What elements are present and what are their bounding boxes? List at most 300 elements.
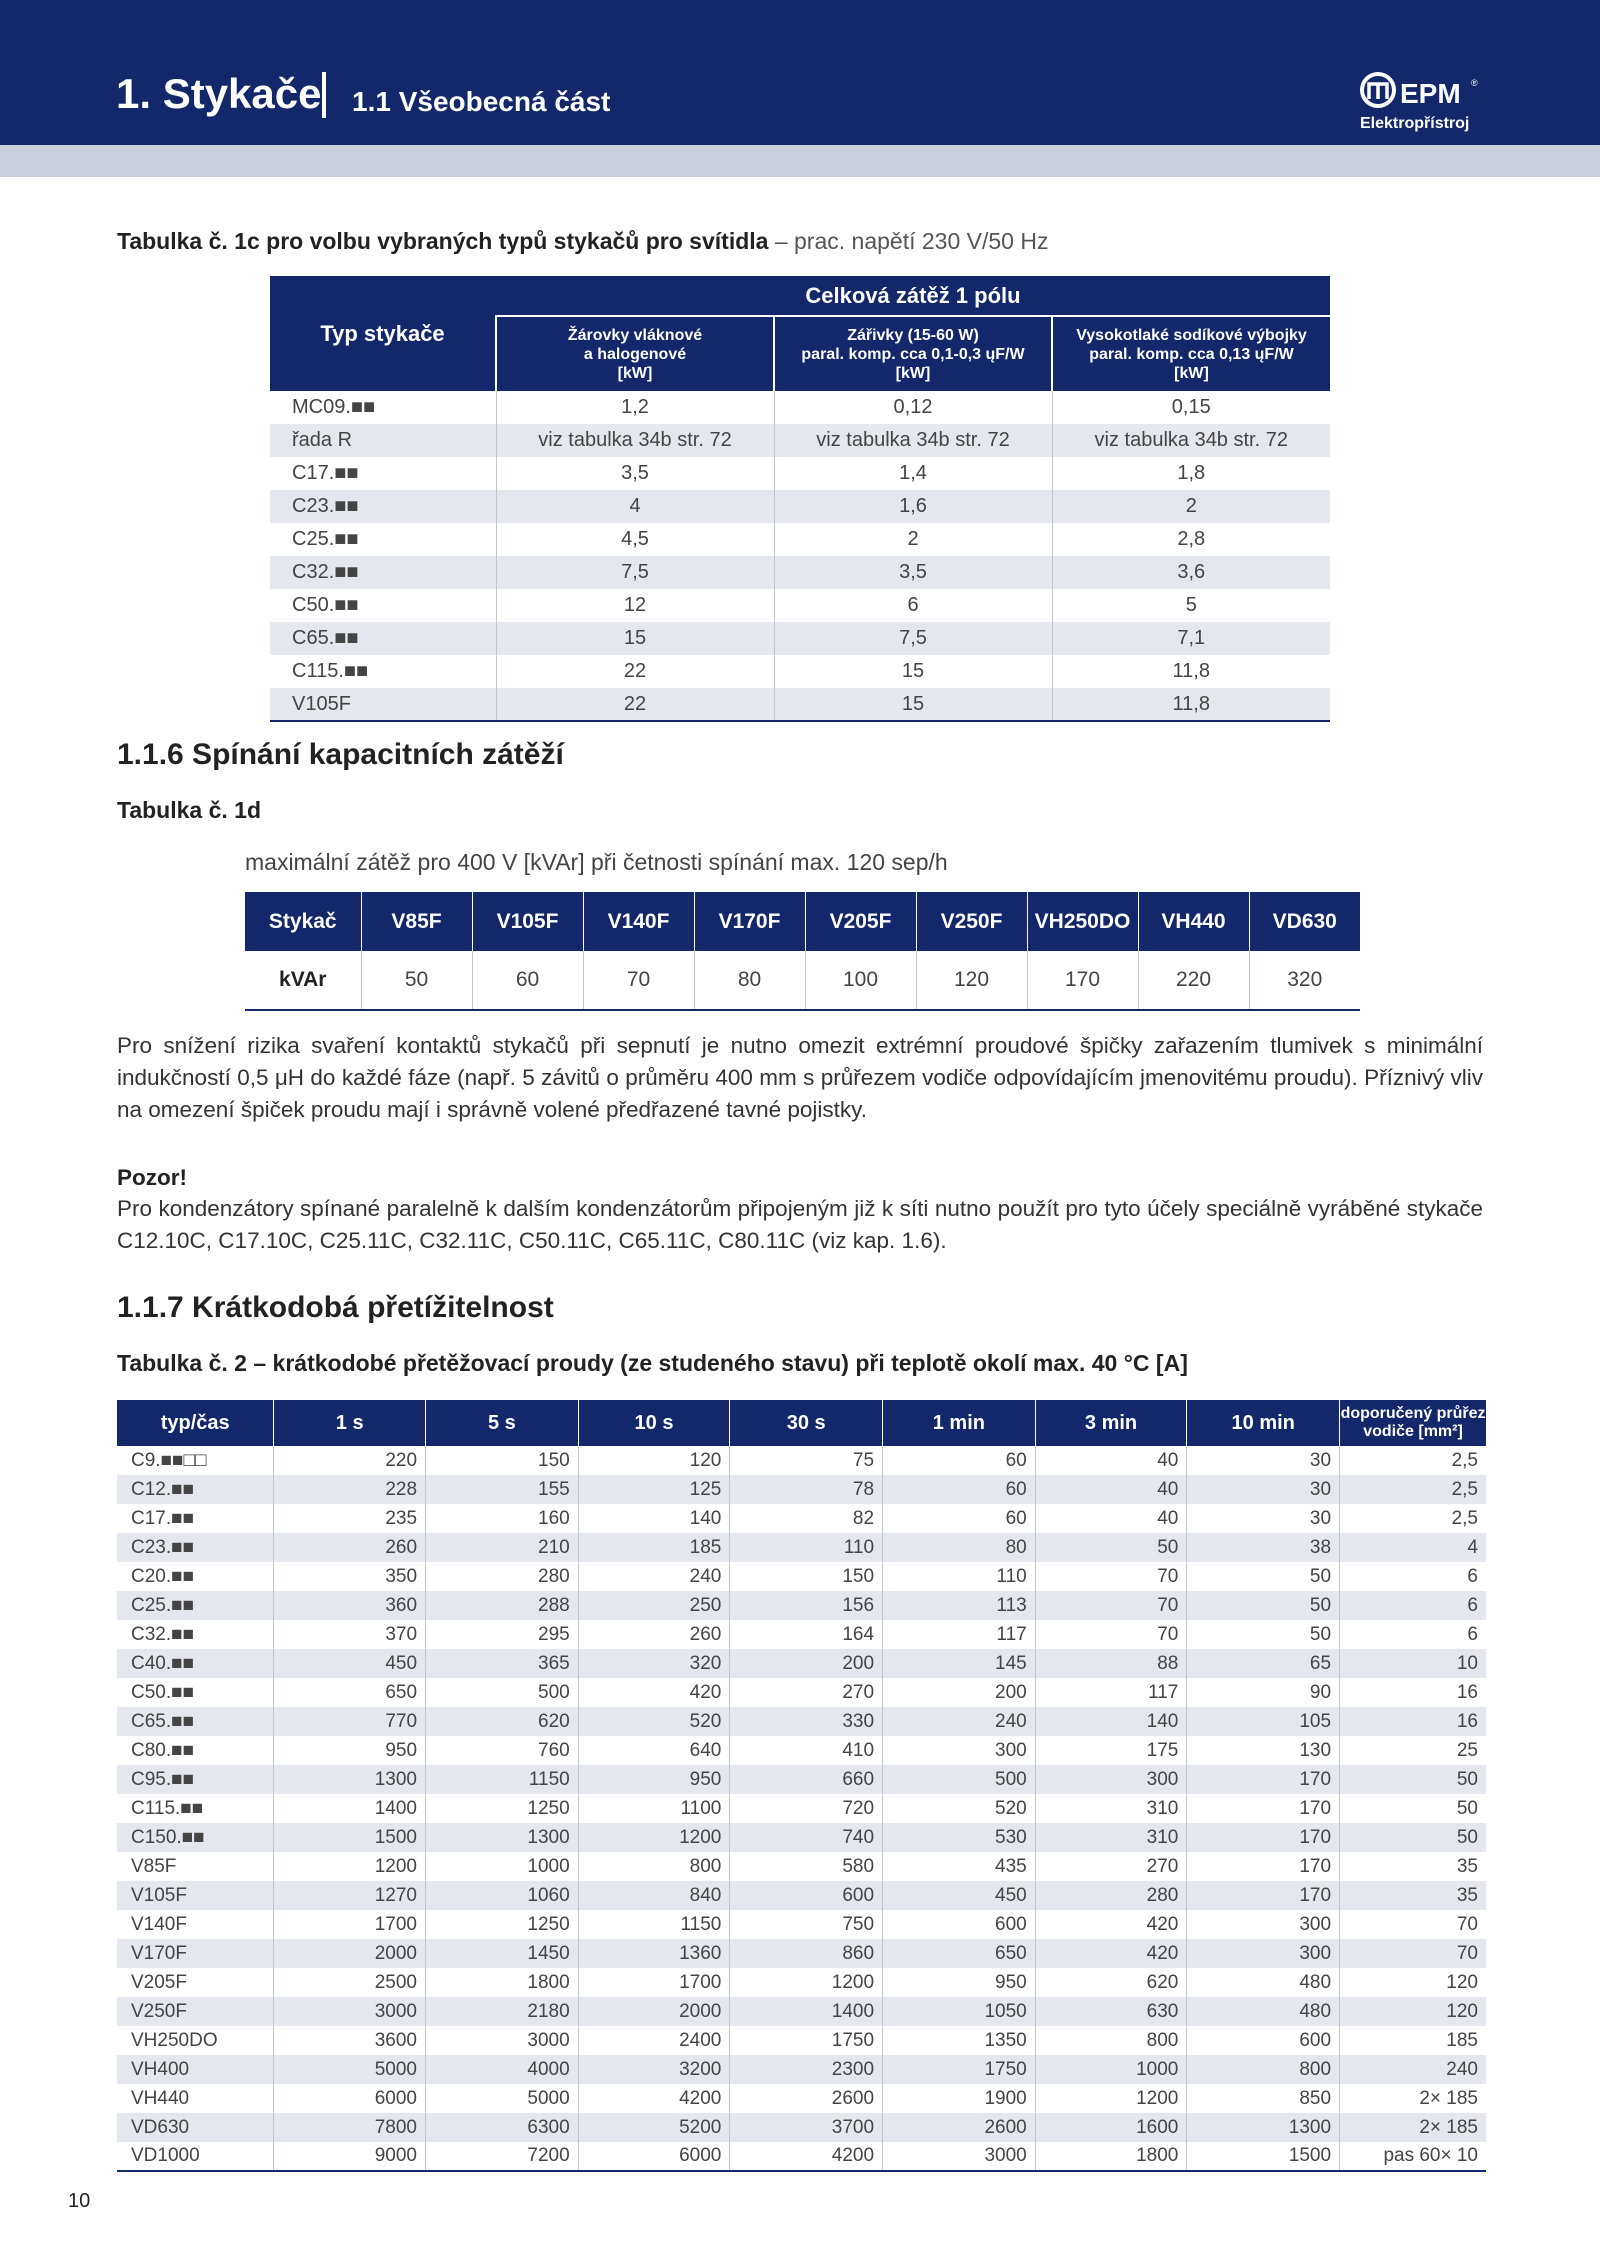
table-cell: C32.■■ [270, 556, 496, 589]
table-cell: 520 [883, 1794, 1036, 1823]
table-cell: 70 [1035, 1562, 1187, 1591]
table-cell: C17.■■ [117, 1504, 274, 1533]
table-cell: 600 [883, 1910, 1036, 1939]
table-cell: 630 [1035, 1997, 1187, 2026]
warning-title: Pozor! [117, 1165, 187, 1190]
table-cell: 200 [730, 1649, 883, 1678]
table-cell: 1050 [883, 1997, 1036, 2026]
col-header-line: paral. komp. cca 0,1-0,3 ųF/W [801, 345, 1025, 363]
table-cell: 50 [1187, 1620, 1340, 1649]
table-cell: 310 [1035, 1794, 1187, 1823]
table-1d-note: maximální zátěž pro 400 V [kVAr] při četnosti spínání max. 120 sep/h [245, 849, 948, 875]
col-header: V205F [805, 892, 916, 951]
table-cell: 1350 [883, 2026, 1036, 2055]
col-header-line: [kW] [895, 364, 931, 382]
table-cell: 6 [774, 589, 1052, 622]
page-number: 10 [68, 2190, 91, 2212]
table-cell: 70 [1035, 1620, 1187, 1649]
table-cell: 0,12 [774, 391, 1052, 424]
table-cell: 410 [730, 1736, 883, 1765]
table-cell: 750 [730, 1910, 883, 1939]
table-cell: 120 [1340, 1997, 1486, 2026]
table-cell: 113 [883, 1591, 1036, 1620]
table-cell: 1300 [274, 1765, 426, 1794]
table-cell: 800 [1035, 2026, 1187, 2055]
table-cell: 450 [883, 1881, 1036, 1910]
table-cell: 1000 [426, 1852, 579, 1881]
table-cell: 365 [426, 1649, 579, 1678]
table-cell: 650 [883, 1939, 1036, 1968]
group-header-load: Celková zátěž 1 pólu [496, 276, 1330, 316]
table-cell: 950 [883, 1968, 1036, 1997]
table-cell: 600 [730, 1881, 883, 1910]
table-cell: C23.■■ [270, 490, 496, 523]
table-cell: 12 [496, 589, 774, 622]
table-cell: 1800 [1035, 2142, 1187, 2171]
table-cell: C40.■■ [117, 1649, 274, 1678]
table-row [117, 1620, 1486, 1649]
col-header-line: [kW] [617, 364, 653, 382]
table-cell: C115.■■ [117, 1794, 274, 1823]
table-cell: 4000 [426, 2055, 579, 2084]
table-cell: 3600 [274, 2026, 426, 2055]
table-cell: 60 [883, 1475, 1036, 1504]
table-cell: 140 [578, 1504, 730, 1533]
table-cell: 300 [1035, 1765, 1187, 1794]
table-cell: 4,5 [496, 523, 774, 556]
svg-text:®: ® [1471, 78, 1478, 88]
table-cell: 22 [496, 655, 774, 688]
col-header-type: Typ stykače [270, 276, 496, 391]
col-header: 3 min [1035, 1400, 1187, 1446]
table-cell: 7200 [426, 2142, 579, 2171]
table-cell: 156 [730, 1591, 883, 1620]
table-cell: 1450 [426, 1939, 579, 1968]
table-cell: 3000 [274, 1997, 426, 2026]
table-row [270, 622, 1330, 655]
table-cell: 150 [426, 1446, 579, 1475]
table-cell: 1500 [274, 1823, 426, 1852]
table-cell: 840 [578, 1881, 730, 1910]
table-cell: C115.■■ [270, 655, 496, 688]
table-cell: C20.■■ [117, 1562, 274, 1591]
table-cell: 3700 [730, 2113, 883, 2142]
table-cell: VH400 [117, 2055, 274, 2084]
table-row [117, 2026, 1486, 2055]
table-row [117, 1852, 1486, 1881]
table-cell: 2,5 [1340, 1446, 1486, 1475]
table-cell: 2000 [578, 1997, 730, 2026]
col-header: 30 s [730, 1400, 883, 1446]
table-cell: 620 [1035, 1968, 1187, 1997]
table-cell: 140 [1035, 1707, 1187, 1736]
table-cell: 480 [1187, 1997, 1340, 2026]
table-cell: 1750 [883, 2055, 1036, 2084]
table-cell: 4 [1340, 1533, 1486, 1562]
table-cell: 760 [426, 1736, 579, 1765]
table-cell: 3000 [883, 2142, 1036, 2171]
col-header: VH440 [1138, 892, 1249, 951]
col-header: doporučený průřez vodiče [mm²] [1340, 1400, 1486, 1446]
table-row [270, 655, 1330, 688]
col-header: 1 s [274, 1400, 426, 1446]
table-cell: 580 [730, 1852, 883, 1881]
logo-brand-text: EPM [1400, 78, 1461, 109]
table-row [270, 688, 1330, 721]
table-cell: 1900 [883, 2084, 1036, 2113]
table-cell: 860 [730, 1939, 883, 1968]
table-cell: 420 [578, 1678, 730, 1707]
table-cell: 1,6 [774, 490, 1052, 523]
table-cell: 5000 [274, 2055, 426, 2084]
table-cell: 1250 [426, 1910, 579, 1939]
section-116-heading: 1.1.6 Spínání kapacitních zátěží [117, 738, 564, 771]
col-header: 1 min [883, 1400, 1036, 1446]
col-header: 10 s [578, 1400, 730, 1446]
table-cell: 0,15 [1052, 391, 1330, 424]
table-row [117, 1736, 1486, 1765]
table-cell: 5 [1052, 589, 1330, 622]
table-cell: 350 [274, 1562, 426, 1591]
table-cell: 4200 [730, 2142, 883, 2171]
table-cell: 40 [1035, 1446, 1187, 1475]
table-2 [117, 1400, 1486, 2172]
col-header-sub [1052, 316, 1330, 391]
table-row [117, 1562, 1486, 1591]
table-cell: VH440 [117, 2084, 274, 2113]
table-cell: 7,5 [774, 622, 1052, 655]
table-cell: 300 [883, 1736, 1036, 1765]
table-cell: 330 [730, 1707, 883, 1736]
table-cell: pas 60× 10 [1340, 2142, 1486, 2171]
table-cell: 270 [1035, 1852, 1187, 1881]
table-cell: 500 [426, 1678, 579, 1707]
table-cell: C25.■■ [117, 1591, 274, 1620]
table-cell: 185 [1340, 2026, 1486, 2055]
table-cell: 2 [1052, 490, 1330, 523]
table-cell: 270 [730, 1678, 883, 1707]
table-cell: 50 [1035, 1533, 1187, 1562]
table-cell: C17.■■ [270, 457, 496, 490]
table-cell: 3,5 [774, 556, 1052, 589]
table-cell: 90 [1187, 1678, 1340, 1707]
table-row [270, 457, 1330, 490]
table-cell: 1270 [274, 1881, 426, 1910]
table-row [117, 1591, 1486, 1620]
table-row [270, 424, 1330, 457]
table-row [117, 1910, 1486, 1939]
table-cell: 105 [1187, 1707, 1340, 1736]
table-cell: 15 [774, 655, 1052, 688]
table-row [270, 556, 1330, 589]
table-cell: 850 [1187, 2084, 1340, 2113]
table-cell: 22 [496, 688, 774, 721]
table-cell: viz tabulka 34b str. 72 [774, 424, 1052, 457]
table-cell: 1060 [426, 1881, 579, 1910]
table-cell: 1,8 [1052, 457, 1330, 490]
table-cell: 300 [1187, 1939, 1340, 1968]
table-cell: 1400 [274, 1794, 426, 1823]
table-cell: 1200 [730, 1968, 883, 1997]
table-cell: 145 [883, 1649, 1036, 1678]
table-cell: 650 [274, 1678, 426, 1707]
table-cell: 170 [1027, 951, 1138, 1010]
col-header: V170F [694, 892, 805, 951]
table-cell: 110 [730, 1533, 883, 1562]
table-cell: 4 [496, 490, 774, 523]
table-cell: C50.■■ [270, 589, 496, 622]
table-cell: 320 [578, 1649, 730, 1678]
table-cell: 3200 [578, 2055, 730, 2084]
table-cell: 170 [1187, 1852, 1340, 1881]
table-cell: 1300 [1187, 2113, 1340, 2142]
table-cell: 950 [578, 1765, 730, 1794]
table-cell: 170 [1187, 1765, 1340, 1794]
table-cell: 50 [1187, 1562, 1340, 1591]
table-cell: 1150 [578, 1910, 730, 1939]
table-cell: 117 [1035, 1678, 1187, 1707]
table-cell: C150.■■ [117, 1823, 274, 1852]
table-cell: 210 [426, 1533, 579, 1562]
table-cell: 3,5 [496, 457, 774, 490]
table-cell: 120 [916, 951, 1027, 1010]
chapter-subtitle: 1.1 Všeobecná část [352, 86, 611, 117]
table-cell: C12.■■ [117, 1475, 274, 1504]
table-cell: 2,8 [1052, 523, 1330, 556]
table-cell: 82 [730, 1504, 883, 1533]
table-cell: 450 [274, 1649, 426, 1678]
table-cell: 720 [730, 1794, 883, 1823]
table-cell: 7,5 [496, 556, 774, 589]
table-cell: 1200 [274, 1852, 426, 1881]
table-cell: V250F [117, 1997, 274, 2026]
table-cell: 2180 [426, 1997, 579, 2026]
table-cell: 120 [578, 1446, 730, 1475]
table-row [270, 490, 1330, 523]
table-cell: VH250DO [117, 2026, 274, 2055]
table-cell: 175 [1035, 1736, 1187, 1765]
col-header: 5 s [426, 1400, 579, 1446]
table-cell: 155 [426, 1475, 579, 1504]
table-cell: 1150 [426, 1765, 579, 1794]
table-cell: 25 [1340, 1736, 1486, 1765]
table-cell: 185 [578, 1533, 730, 1562]
table-row [117, 1475, 1486, 1504]
table-cell: 88 [1035, 1649, 1187, 1678]
table-cell: C25.■■ [270, 523, 496, 556]
table-1c [270, 276, 1330, 722]
table-cell: 10 [1340, 1649, 1486, 1678]
table-1c-caption: Tabulka č. 1c pro volbu vybraných typů stykačů pro svítidla – prac. napětí 230 V/50 Hz [117, 228, 1049, 254]
table-row [117, 1881, 1486, 1910]
logo-subtext: Elektropřístroj [1360, 115, 1470, 132]
table-row [117, 1765, 1486, 1794]
table-cell: VD1000 [117, 2142, 274, 2171]
table-cell: 70 [1340, 1910, 1486, 1939]
table-cell: 80 [694, 951, 805, 1010]
table-cell: 500 [883, 1765, 1036, 1794]
table-cell: V105F [270, 688, 496, 721]
table-cell: 40 [1035, 1475, 1187, 1504]
col-header-line: Vysokotlaké sodíkové výbojky [1076, 326, 1307, 344]
table-cell: 740 [730, 1823, 883, 1852]
table-cell: 16 [1340, 1678, 1486, 1707]
col-header-line: Zářivky (15-60 W) [847, 326, 979, 344]
table-cell: 6000 [274, 2084, 426, 2113]
table-cell: C23.■■ [117, 1533, 274, 1562]
table-cell: 2600 [883, 2113, 1036, 2142]
table-cell: 1000 [1035, 2055, 1187, 2084]
table-cell: 1800 [426, 1968, 579, 1997]
table-cell: 800 [1187, 2055, 1340, 2084]
table-cell: 110 [883, 1562, 1036, 1591]
table-row [117, 1968, 1486, 1997]
table-row [117, 2055, 1486, 2084]
table-row [117, 1939, 1486, 1968]
table-cell: 125 [578, 1475, 730, 1504]
table-cell: 130 [1187, 1736, 1340, 1765]
table-cell: 150 [730, 1562, 883, 1591]
table-cell: 100 [805, 951, 916, 1010]
table-cell: 1700 [578, 1968, 730, 1997]
table-row [117, 1794, 1486, 1823]
table-cell: 2,5 [1340, 1475, 1486, 1504]
table-cell: 60 [883, 1504, 1036, 1533]
table-cell: 435 [883, 1852, 1036, 1881]
table-cell: 220 [1138, 951, 1249, 1010]
table-cell: 11,8 [1052, 688, 1330, 721]
table-cell: C9.■■□□ [117, 1446, 274, 1475]
col-header-line: [kW] [1174, 364, 1209, 382]
table-cell: 250 [578, 1591, 730, 1620]
table-cell: 220 [274, 1446, 426, 1475]
table-cell: V170F [117, 1939, 274, 1968]
table-cell: 228 [274, 1475, 426, 1504]
table-cell: 1500 [1187, 2142, 1340, 2171]
table-cell: 1360 [578, 1939, 730, 1968]
table-cell: 260 [578, 1620, 730, 1649]
table-row [117, 1446, 1486, 1475]
col-header: V250F [916, 892, 1027, 951]
table-cell: viz tabulka 34b str. 72 [496, 424, 774, 457]
table-cell: 1100 [578, 1794, 730, 1823]
table-cell: V85F [117, 1852, 274, 1881]
table-cell: 164 [730, 1620, 883, 1649]
table-cell: 1,2 [496, 391, 774, 424]
table-cell: 2× 185 [1340, 2113, 1486, 2142]
table-cell: 2× 185 [1340, 2084, 1486, 2113]
table-cell: 1200 [1035, 2084, 1187, 2113]
chapter-title: 1. Stykače [116, 70, 322, 117]
table-cell: 6 [1340, 1562, 1486, 1591]
col-header: V105F [472, 892, 583, 951]
table-cell: 7800 [274, 2113, 426, 2142]
table-cell: C65.■■ [270, 622, 496, 655]
table-row [117, 1823, 1486, 1852]
capacitive-paragraph: Pro snížení rizika svaření kontaktů stykačů při sepnutí je nutno omezit extrémní proudové špičky zařazením tlumivek s minimální indukčností 0,5 μH do každé fáze (např. 5 závitů o průměru 400 mm s průřezem vodiče odpovídajícím jmenovitému proudu). Příznivý vliv na omezení špiček proudu mají i správně volené předřazené tavné pojistky. [117, 1033, 1483, 1122]
table-cell: 3,6 [1052, 556, 1330, 589]
table-cell: 2,5 [1340, 1504, 1486, 1533]
table-row [117, 2113, 1486, 2142]
col-header: V85F [361, 892, 472, 951]
table-cell: 7,1 [1052, 622, 1330, 655]
table-cell: 75 [730, 1446, 883, 1475]
table-cell: 260 [274, 1533, 426, 1562]
table-row [117, 2142, 1486, 2171]
section-117-heading: 1.1.7 Krátkodobá přetížitelnost [117, 1291, 554, 1324]
table-cell: 30 [1187, 1446, 1340, 1475]
table-cell: 50 [1340, 1823, 1486, 1852]
table-cell: 30 [1187, 1504, 1340, 1533]
table-cell: 117 [883, 1620, 1036, 1649]
table-cell: 520 [578, 1707, 730, 1736]
table-cell: 360 [274, 1591, 426, 1620]
table-cell: 1250 [426, 1794, 579, 1823]
col-header: typ/čas [117, 1400, 274, 1446]
table-cell: 5000 [426, 2084, 579, 2113]
col-header: VH250DO [1027, 892, 1138, 951]
table-cell: 240 [1340, 2055, 1486, 2084]
table-cell: 60 [472, 951, 583, 1010]
col-header-sub [496, 316, 774, 391]
table-cell: 1700 [274, 1910, 426, 1939]
table-cell: 9000 [274, 2142, 426, 2171]
table-cell: 1400 [730, 1997, 883, 2026]
table-cell: 35 [1340, 1852, 1486, 1881]
table-row [117, 1707, 1486, 1736]
table-cell: C80.■■ [117, 1736, 274, 1765]
table-cell: 2 [774, 523, 1052, 556]
table-cell: 1600 [1035, 2113, 1187, 2142]
table-row [117, 1649, 1486, 1678]
table-row [270, 391, 1330, 424]
table-cell: 660 [730, 1765, 883, 1794]
header-strip [0, 145, 1600, 177]
warning-text: Pro kondenzátory spínané paralelně k dalším kondenzátorům připojeným již k síti nutno použít pro tyto účely speciálně vyráběné stykače C12.10C, C17.10C, C25.11C, C32.11C, C50.11C, C65.11C, C80.11C (viz kap. 1.6). [117, 1196, 1483, 1253]
table-cell: 2400 [578, 2026, 730, 2055]
table-cell: 6300 [426, 2113, 579, 2142]
table-cell: 16 [1340, 1707, 1486, 1736]
table-cell: 620 [426, 1707, 579, 1736]
col-header: Stykač [245, 892, 361, 951]
table-cell: 280 [1035, 1881, 1187, 1910]
table-cell: 320 [1249, 951, 1360, 1010]
table-row [270, 589, 1330, 622]
table-cell: 2300 [730, 2055, 883, 2084]
table-cell: 50 [361, 951, 472, 1010]
table-cell: 35 [1340, 1881, 1486, 1910]
table-cell: 80 [883, 1533, 1036, 1562]
table-cell: 295 [426, 1620, 579, 1649]
col-header-line: a halogenové [583, 345, 687, 363]
table-cell: 280 [426, 1562, 579, 1591]
table-cell: 60 [883, 1446, 1036, 1475]
table-cell: 370 [274, 1620, 426, 1649]
table-cell: 530 [883, 1823, 1036, 1852]
table-cell: VD630 [117, 2113, 274, 2142]
table-cell: 50 [1187, 1591, 1340, 1620]
table-cell: 1,4 [774, 457, 1052, 490]
table-cell: 11,8 [1052, 655, 1330, 688]
table-cell: kVAr [245, 951, 361, 1010]
table-cell: 2000 [274, 1939, 426, 1968]
table-cell: 2500 [274, 1968, 426, 1997]
col-header-line: Žárovky vláknové [567, 326, 703, 344]
table-cell: 1300 [426, 1823, 579, 1852]
col-header-sub [774, 316, 1052, 391]
title-separator [322, 72, 326, 118]
table-cell: 1200 [578, 1823, 730, 1852]
